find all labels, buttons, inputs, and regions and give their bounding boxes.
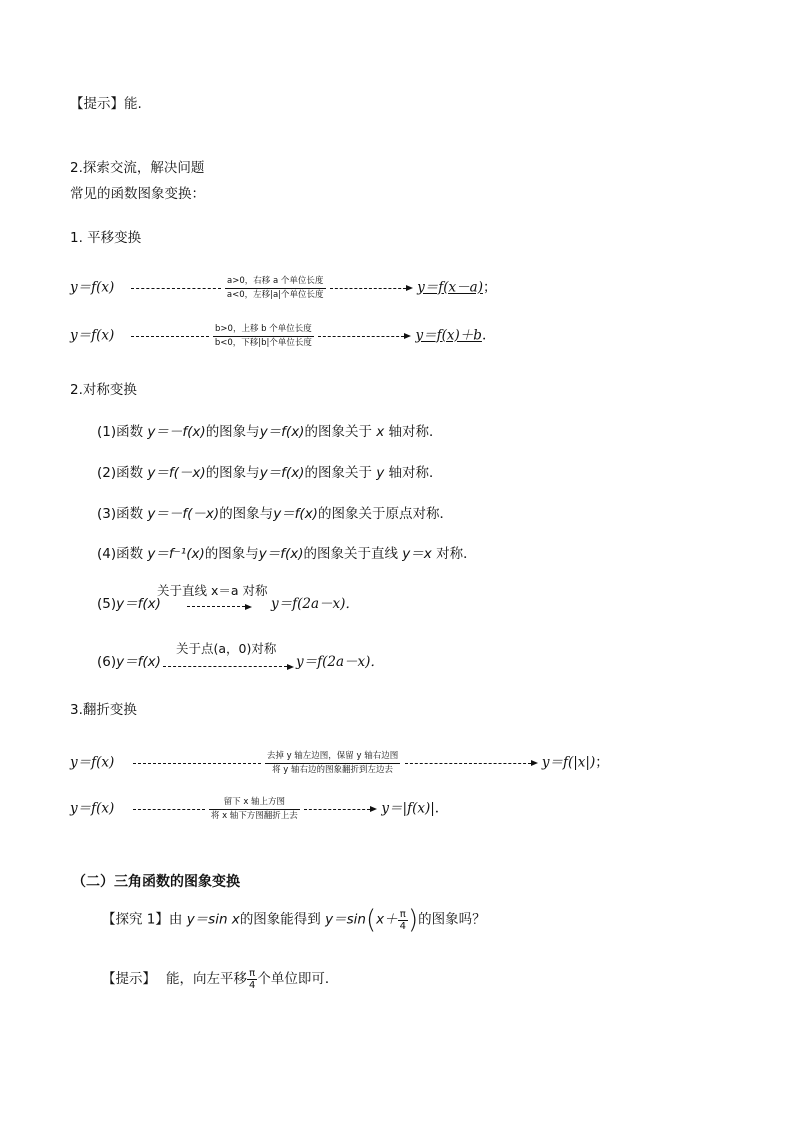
condition-bottom: b<0，下移|b|个单位长度	[214, 337, 312, 348]
explore-text: 由	[168, 911, 187, 928]
dashed-arrow	[405, 763, 531, 764]
item-number: (4)	[97, 546, 117, 562]
arrow-icon	[406, 285, 413, 291]
item-number: (2)	[97, 465, 117, 481]
item-number: (6)	[97, 654, 117, 670]
condition-top: a>0，右移 a 个单位长度	[225, 276, 326, 289]
row-lhs: y＝f(x)	[70, 327, 115, 344]
translation-row-2	[70, 324, 486, 348]
transform-condition	[209, 797, 300, 821]
left-paren: (	[365, 905, 377, 935]
arrow-icon	[245, 604, 252, 610]
row-rhs: y＝f(x)＋b	[415, 327, 482, 344]
right-paren: )	[407, 905, 419, 935]
transform-condition	[265, 751, 400, 775]
symmetry-title: 2.对称变换	[70, 382, 137, 398]
fraction-denominator: 4	[399, 920, 406, 932]
dashed-arrow	[131, 288, 221, 289]
dashed-arrow	[133, 763, 261, 764]
item-number: (1)	[97, 424, 117, 440]
symmetry-item-1	[97, 426, 443, 440]
row-rhs: y＝f(x－a)	[417, 279, 483, 296]
row-tail: .	[434, 800, 440, 817]
item-text: 函数	[116, 465, 148, 481]
item-formula: y＝－f(－x)	[147, 506, 220, 522]
dashed-arrow	[304, 809, 370, 810]
hint-text: 能，向左平移	[166, 970, 247, 987]
dashed-arrow	[330, 288, 406, 289]
hint-label: 【提示】	[102, 970, 156, 987]
explore-text: 的图象能得到	[239, 911, 326, 928]
item-var: y	[376, 465, 385, 481]
item-formula: y＝f(x)	[259, 424, 305, 440]
pi-over-4-fraction	[247, 968, 257, 991]
symmetry-item-5-result: y＝f(2a－x)．	[271, 596, 359, 612]
row-tail: ；	[595, 754, 609, 771]
hint-text: 个单位即可．	[257, 970, 339, 987]
condition-bottom: a<0，左移|a|个单位长度	[226, 289, 324, 300]
item-number: (3)	[97, 506, 117, 522]
item-number: (5)	[97, 596, 117, 612]
arrow-icon	[287, 664, 294, 670]
dashed-arrow	[133, 809, 205, 810]
item-text: 函数	[116, 424, 148, 440]
symmetry-item-3	[97, 508, 453, 522]
translation-row-1	[70, 276, 496, 300]
dashed-arrow	[163, 666, 287, 667]
section-title: 2.探索交流，解决问题	[70, 160, 205, 176]
hint-text: 能.	[124, 96, 142, 112]
fraction-denominator: 4	[249, 980, 256, 991]
explore-formula: y＝sin	[325, 911, 366, 928]
explore-text: 的图象吗？	[418, 911, 486, 928]
row-lhs: y＝f(x)	[70, 800, 115, 817]
condition-top: b>0，上移 b 个单位长度	[213, 324, 314, 337]
symmetry-item-2	[97, 467, 443, 481]
item-formula: y＝f(x)	[259, 465, 305, 481]
item-text: 对称．	[431, 546, 477, 562]
symmetry-item-6	[97, 656, 161, 670]
pi-over-4-fraction	[398, 909, 408, 932]
symmetry-item-5-arrow	[187, 600, 252, 614]
item-text: 轴对称．	[384, 465, 443, 481]
hint-2-line	[102, 968, 338, 991]
item-formula: y＝f(x)	[258, 546, 304, 562]
row-lhs: y＝f(x)	[70, 754, 115, 771]
item-text: 的图象关于	[304, 465, 377, 481]
explore-inner: x＋	[376, 911, 398, 928]
dashed-arrow	[131, 336, 209, 337]
arrow-icon	[404, 333, 411, 339]
row-rhs: y＝f(|x|)	[541, 754, 596, 771]
row-rhs: y＝|f(x)|	[381, 800, 435, 817]
condition-top: 去掉 y 轴左边图，保留 y 轴右边图	[265, 751, 400, 764]
transform-condition	[213, 324, 314, 348]
item-formula: y＝f(x)	[273, 506, 318, 522]
explore-label: 【探究 1】	[102, 911, 169, 928]
item-text: 轴对称．	[384, 424, 443, 440]
condition-bottom: 将 y 轴右边的图象翻折到左边去	[272, 764, 394, 775]
hint-label: 【提示】	[70, 96, 124, 112]
item-var: x	[376, 424, 385, 440]
translation-title: 1. 平移变换	[70, 230, 142, 246]
item-text: 函数	[116, 506, 148, 522]
item-formula: y＝f(－x)	[147, 465, 206, 481]
item-text: 的图象关于直线	[303, 546, 403, 562]
item-text: 的图象关于	[304, 424, 377, 440]
condition-bottom: 将 x 轴下方图翻折上去	[210, 810, 298, 821]
arrow-icon	[531, 760, 538, 766]
explore-line	[102, 907, 486, 933]
item-text: 的图象与	[219, 506, 274, 522]
symmetry-item-6-arrow	[163, 660, 294, 674]
symmetry-item-5-condition: 关于直线 x＝a 对称	[157, 583, 268, 598]
transform-condition	[225, 276, 326, 300]
symmetry-item-5	[97, 598, 161, 612]
item-formula: y＝－f(x)	[147, 424, 206, 440]
symmetry-item-4	[97, 548, 477, 562]
item-formula: y＝f(x)	[116, 596, 161, 612]
row-tail: ；	[482, 279, 497, 296]
item-text: 的图象与	[205, 465, 260, 481]
item-text: 函数	[116, 546, 148, 562]
symmetry-item-6-condition: 关于点(a，0)对称	[176, 641, 277, 656]
section-subtitle: 常见的函数图象变换：	[70, 186, 205, 202]
dashed-arrow	[318, 336, 404, 337]
row-tail: .	[481, 327, 487, 344]
fraction-numerator: π	[398, 909, 408, 921]
item-formula: y＝f(x)	[116, 654, 161, 670]
hint-line	[70, 98, 142, 112]
flip-title: 3.翻折变换	[70, 702, 137, 718]
explore-formula: y＝sin x	[186, 911, 240, 928]
item-formula: y＝f⁻¹(x)	[147, 546, 205, 562]
arrow-icon	[370, 806, 377, 812]
dashed-arrow	[187, 606, 245, 607]
trig-section-title: （二）三角函数的图象变换	[72, 874, 240, 890]
row-lhs: y＝f(x)	[70, 279, 115, 296]
item-text: 的图象关于原点对称．	[317, 506, 453, 522]
fraction-numerator: π	[247, 968, 257, 980]
flip-row-1	[70, 751, 609, 775]
item-var: y＝x	[402, 546, 432, 562]
item-text: 的图象与	[204, 546, 259, 562]
flip-row-2	[70, 797, 439, 821]
condition-top: 留下 x 轴上方图	[209, 797, 300, 810]
symmetry-item-6-result: y＝f(2a－x)．	[296, 654, 384, 670]
item-text: 的图象与	[205, 424, 260, 440]
